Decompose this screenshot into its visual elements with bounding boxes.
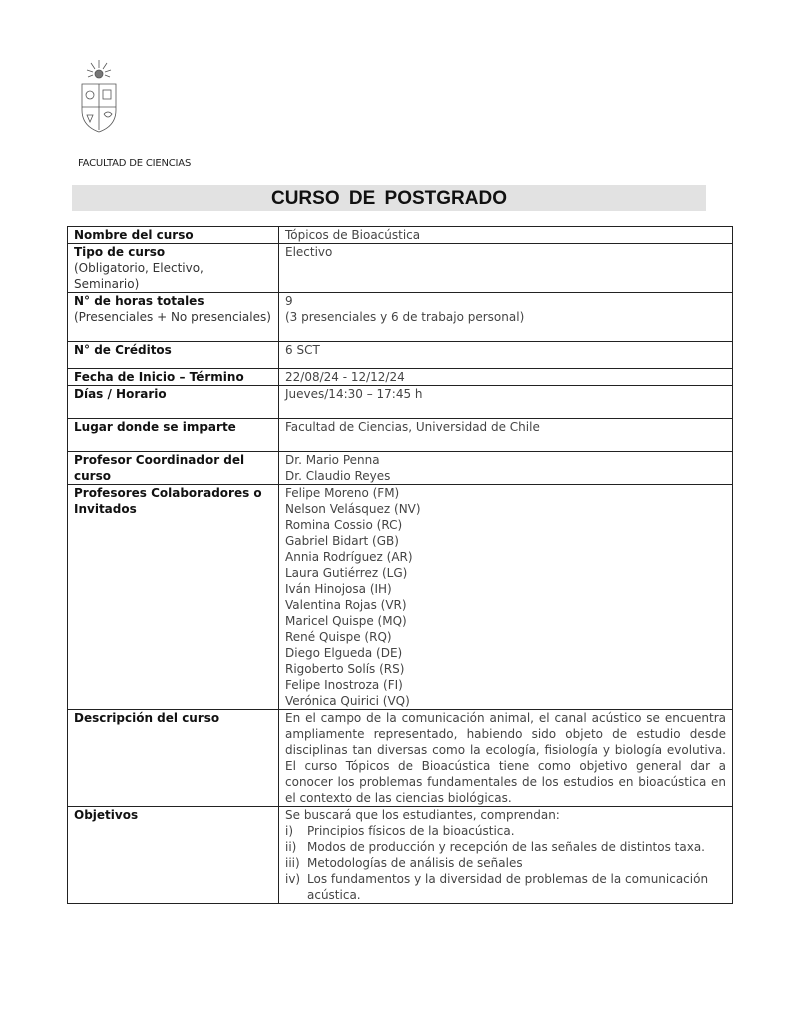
objectives-intro: Se buscará que los estudiantes, comprendan: bbox=[285, 808, 560, 822]
dates-label: Fecha de Inicio – Término bbox=[74, 370, 244, 384]
course-name-value: Tópicos de Bioacústica bbox=[279, 227, 733, 244]
collaborator-name: Maricel Quispe (MQ) bbox=[285, 614, 407, 628]
table-row bbox=[68, 485, 733, 710]
label-cell bbox=[68, 342, 279, 369]
location-label: Lugar donde se imparte bbox=[74, 420, 236, 434]
university-seal-logo bbox=[78, 58, 120, 134]
list-item bbox=[285, 839, 726, 855]
list-item-number: ii) bbox=[285, 840, 297, 854]
course-type-value: Electivo bbox=[279, 244, 733, 293]
total-hours-sublabel: (Presenciales + No presenciales) bbox=[74, 310, 271, 324]
label-cell bbox=[68, 485, 279, 710]
coordinator-name: Dr. Claudio Reyes bbox=[285, 469, 391, 483]
description-label: Descripción del curso bbox=[74, 711, 220, 725]
table-row bbox=[68, 293, 733, 342]
objectives-label: Objetivos bbox=[74, 808, 139, 822]
course-type-sublabel: (Obligatorio, Electivo, Seminario) bbox=[74, 261, 204, 291]
list-item-number: i) bbox=[285, 824, 294, 838]
label-cell bbox=[68, 419, 279, 452]
table-row bbox=[68, 452, 733, 485]
label-cell bbox=[68, 227, 279, 244]
label-cell bbox=[68, 386, 279, 419]
collaborator-name: Gabriel Bidart (GB) bbox=[285, 534, 399, 548]
label-cell bbox=[68, 369, 279, 386]
total-hours-cell bbox=[279, 293, 733, 342]
label-cell bbox=[68, 807, 279, 904]
list-item bbox=[285, 823, 726, 839]
total-hours-label: N° de horas totales bbox=[74, 294, 205, 308]
collaborator-name: Nelson Velásquez (NV) bbox=[285, 502, 421, 516]
course-type-label: Tipo de curso bbox=[74, 245, 166, 259]
schedule-value: Jueves/14:30 – 17:45 h bbox=[279, 386, 733, 419]
list-item bbox=[285, 871, 726, 903]
credits-value: 6 SCT bbox=[279, 342, 733, 369]
table-row bbox=[68, 419, 733, 452]
table-row bbox=[68, 386, 733, 419]
table-row bbox=[68, 244, 733, 293]
collaborator-name: Valentina Rojas (VR) bbox=[285, 598, 407, 612]
location-value: Facultad de Ciencias, Universidad de Chile bbox=[279, 419, 733, 452]
list-item-text: Principios físicos de la bioacústica. bbox=[307, 824, 515, 838]
list-item-number: iv) bbox=[285, 872, 301, 886]
table-row bbox=[68, 227, 733, 244]
objectives-list bbox=[285, 823, 726, 903]
collaborators-cell bbox=[279, 485, 733, 710]
label-cell bbox=[68, 452, 279, 485]
total-hours-detail: (3 presenciales y 6 de trabajo personal) bbox=[285, 310, 525, 324]
table-row bbox=[68, 710, 733, 807]
collaborator-name: Laura Gutiérrez (LG) bbox=[285, 566, 408, 580]
dates-value: 22/08/24 - 12/12/24 bbox=[279, 369, 733, 386]
course-name-label: Nombre del curso bbox=[74, 228, 194, 242]
faculty-name: FACULTAD DE CIENCIAS bbox=[78, 158, 192, 169]
collaborator-name: Felipe Inostroza (FI) bbox=[285, 678, 403, 692]
collaborator-name: Rigoberto Solís (RS) bbox=[285, 662, 405, 676]
collaborator-name: Iván Hinojosa (IH) bbox=[285, 582, 392, 596]
collaborator-name: Diego Elgueda (DE) bbox=[285, 646, 403, 660]
list-item bbox=[285, 855, 726, 871]
coordinator-cell bbox=[279, 452, 733, 485]
title-banner bbox=[72, 185, 706, 211]
list-item-text: Modos de producción y recepción de las señales de distintos taxa. bbox=[307, 840, 705, 854]
table-row bbox=[68, 807, 733, 904]
collaborator-name: Romina Cossio (RC) bbox=[285, 518, 403, 532]
page-title: CURSO DE POSTGRADO bbox=[270, 188, 508, 209]
coordinator-label: Profesor Coordinador del curso bbox=[74, 453, 245, 483]
total-hours-value: 9 bbox=[285, 294, 293, 308]
label-cell bbox=[68, 293, 279, 342]
list-item-text: Los fundamentos y la diversidad de problemas de la comunicación acústica. bbox=[307, 872, 709, 902]
schedule-label: Días / Horario bbox=[74, 387, 167, 401]
table-row bbox=[68, 369, 733, 386]
table-row bbox=[68, 342, 733, 369]
collaborator-name: Verónica Quirici (VQ) bbox=[285, 694, 410, 708]
list-item-number: iii) bbox=[285, 856, 300, 870]
label-cell bbox=[68, 244, 279, 293]
collaborators-label: Profesores Colaboradores o Invitados bbox=[74, 486, 262, 516]
collaborator-name: René Quispe (RQ) bbox=[285, 630, 392, 644]
credits-label: N° de Créditos bbox=[74, 343, 172, 357]
label-cell bbox=[68, 710, 279, 807]
coordinator-name: Dr. Mario Penna bbox=[285, 453, 380, 467]
description-text: En el campo de la comunicación animal, el canal acústico se encuentra ampliamente representado, habiendo sido objeto de estudio desde disciplinas tan diversas como la ecología, fisiología y biología evolutiva. El curso Tópicos de Bioacústica tiene como objetivo general dar a conocer los problemas fundamentales de los estudios en bioacústica en el contexto de las ciencias biológicas. bbox=[279, 710, 733, 807]
course-info-table bbox=[67, 226, 733, 904]
collaborator-name: Annia Rodríguez (AR) bbox=[285, 550, 413, 564]
list-item-text: Metodologías de análisis de señales bbox=[307, 856, 523, 870]
collaborator-name: Felipe Moreno (FM) bbox=[285, 486, 400, 500]
objectives-cell bbox=[279, 807, 733, 904]
